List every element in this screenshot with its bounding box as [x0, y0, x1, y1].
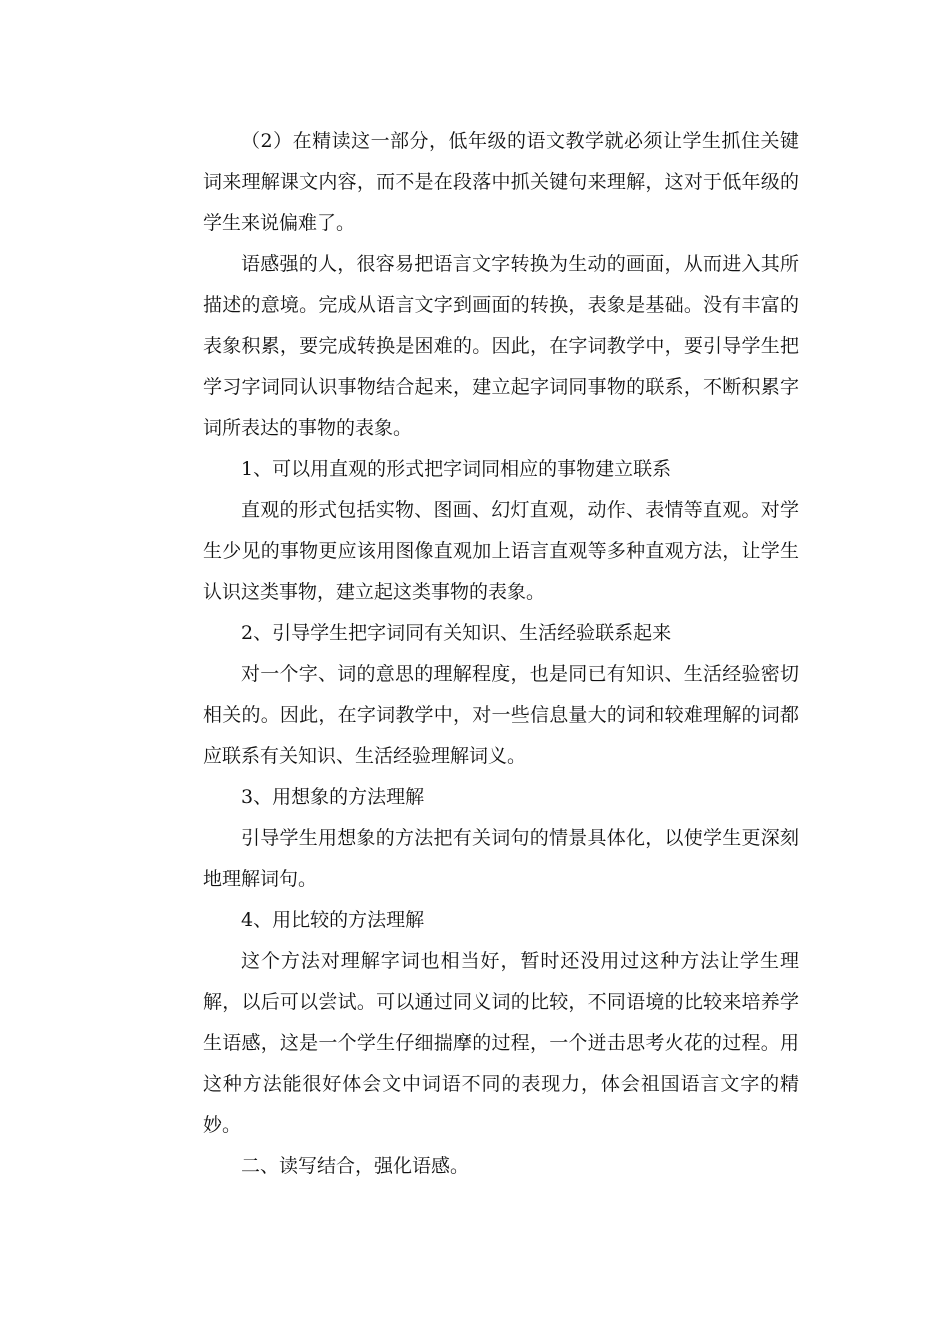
heading-method-2: 2、引导学生把字词同有关知识、生活经验联系起来	[241, 622, 672, 644]
paragraph-method-2: 对一个字、词的意思的理解程度，也是同已有知识、生活经验密切相关的。因此，在字词教学中，对一些信息量大的词和较难理解的词都应联系有关知识、生活经验理解词义。	[203, 663, 799, 767]
paragraph-language-sense: 语感强的人，很容易把语言文字转换为生动的画面，从而进入其所描述的意境。完成从语言文字到画面的转换，表象是基础。没有丰富的表象积累，要完成转换是困难的。因此，在字词教学中，要引导学生把学习字词同认识事物结合起来，建立起字词同事物的联系，不断积累字词所表达的事物的表象。	[203, 253, 799, 439]
section-heading-2: 二、读写结合，强化语感。	[241, 1155, 470, 1177]
paragraph-method-4: 这个方法对理解字词也相当好，暂时还没用过这种方法让学生理解，以后可以尝试。可以通过同义词的比较，不同语境的比较来培养学生语感，这是一个学生仔细揣摩的过程，一个迸击思考火花的过程。用这种方法能很好体会文中词语不同的表现力，体会祖国语言文字的精妙。	[203, 950, 799, 1136]
paragraph-method-3: 引导学生用想象的方法把有关词句的情景具体化，以使学生更深刻地理解词句。	[203, 827, 799, 890]
heading-method-4: 4、用比较的方法理解	[241, 909, 425, 931]
heading-method-3: 3、用想象的方法理解	[241, 786, 425, 808]
heading-method-1: 1、可以用直观的形式把字词同相应的事物建立联系	[241, 458, 672, 480]
paragraph-method-1: 直观的形式包括实物、图画、幻灯直观，动作、表情等直观。对学生少见的事物更应该用图像直观加上语言直观等多种直观方法，让学生认识这类事物，建立起这类事物的表象。	[203, 499, 799, 603]
paragraph-intensive-reading: （2）在精读这一部分，低年级的语文教学就必须让学生抓住关键词来理解课文内容，而不是在段落中抓关键句来理解，这对于低年级的学生来说偏难了。	[203, 130, 799, 234]
document-body	[203, 121, 799, 1187]
